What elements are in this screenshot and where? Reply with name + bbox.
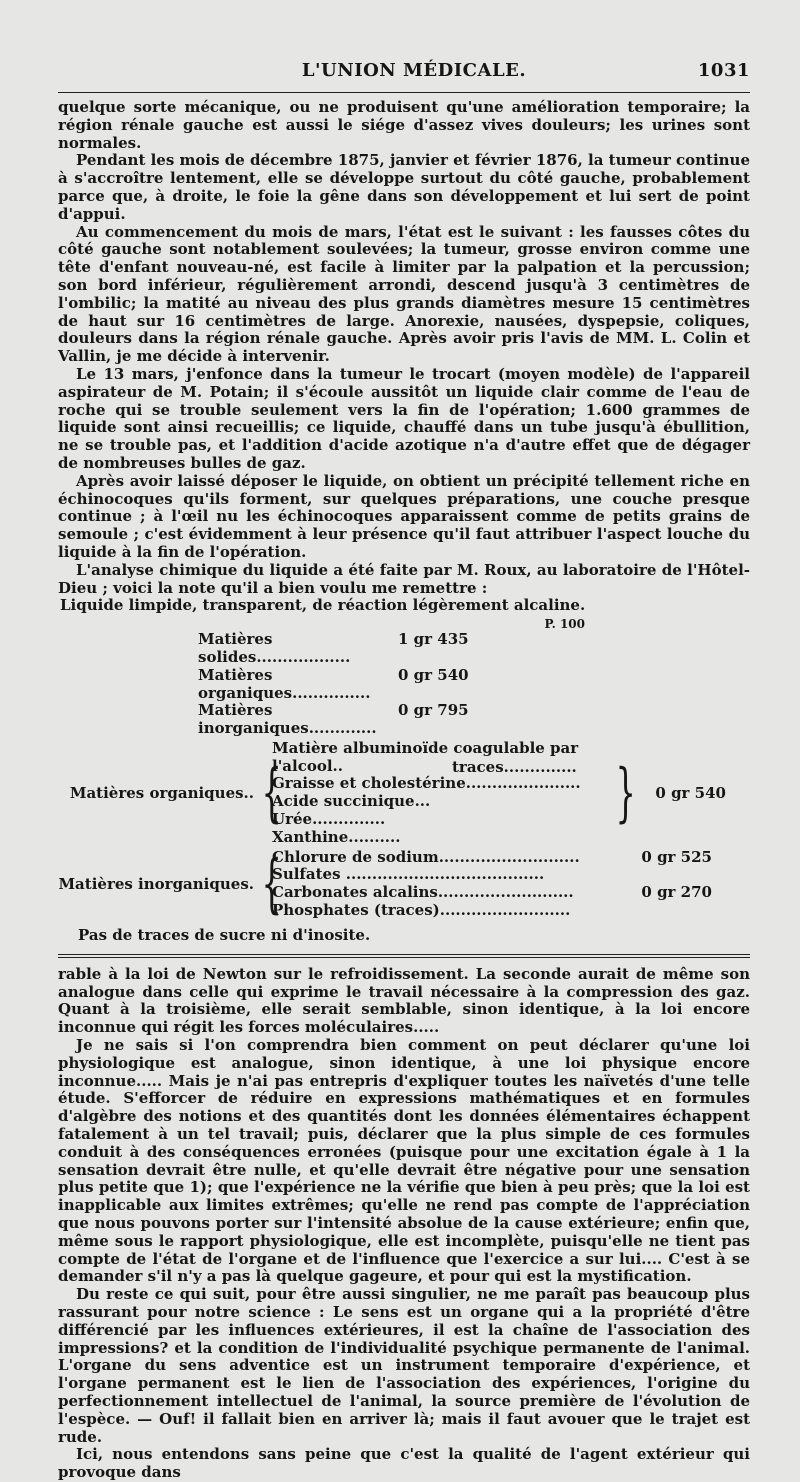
page-number: 1031 (697, 60, 750, 81)
group-value: 0 gr 540 (655, 784, 726, 803)
analysis-row (58, 702, 750, 738)
paragraph: L'analyse chimique du liquide a été faite par M. Roux, au laboratoire de l'Hôtel-Dieu ; voici la note qu'il a bien voulu me remettre : (58, 560, 750, 597)
item: Carbonates alcalins.......................... (272, 883, 574, 902)
organic-group (58, 740, 750, 847)
inorganic-values (612, 849, 722, 920)
item: Sulfates ...................................... (272, 865, 545, 884)
group-label: Matières organiques.. (69, 784, 254, 803)
paragraph: Après avoir laissé déposer le liquide, on obtient un précipité tellement riche en échinocoques qu'ils forment, sur quelques préparations, une couche presque continue ; à l'œil nu les échinocoques apparaissent comme de petits grains de semoule ; c'est évidemment à leur présence qu'il faut attribuer l'aspect louche du liquide à la fin de l'opération. (58, 471, 750, 561)
row-value: 0 gr 795 (398, 701, 469, 720)
paragraph: Je ne sais si l'on comprendra bien comment on peut déclarer qu'une loi physiologique est analogue, sinon identique, à une loi physique encore inconnue..... Mais je n'ai pas entrepris d'expliquer toutes les naïvetés d'une telle étude. S'efforcer de réduire en expressions mathématiques et en formules d'algèbre des notions et des quantités dont les données élémentaires échappent fatalement à un tel travail; puis, déclarer que la plus simple de ces formules conduit à des conséquences erronées (puisque pour une excitation égale à 1 la sensation devrait être nulle, et qu'elle devrait être négative pour une sensation plus petite que 1); que l'expérience ne la vérifie que bien à peu près; que la loi est inapplicable aux limites extrêmes; qu'elle ne rend pas compte de l'appréciation que nous pouvons porter sur l'intensité absolue de la cause extérieure; enfin que, même sous le rapport physiologique, elle est incomplète, puisqu'elle ne tient pas compte de l'état de l'organe et de l'influence que l'exercice a sur lui.... C'est à se demander s'il n'y a pas là quelque gageure, et pour qui est la mystification. (58, 1036, 750, 1286)
item: Chlorure de sodium........................... (272, 847, 580, 866)
item: Phosphates (traces)......................... (272, 901, 571, 920)
row-label: Matières organiques............... (198, 665, 371, 702)
per-hundred-label: P. 100 (544, 617, 585, 632)
header-rule (58, 92, 750, 93)
group-value: 0 gr 525 (641, 847, 712, 866)
paragraph: Le 13 mars, j'enfonce dans la tumeur le trocart (moyen modèle) de l'appareil aspirateur de M. Potain; il s'écoule aussitôt un liquide clair comme de l'eau de roche qui se trouble seulement vers la fin de l'opération; 1.600 grammes de liquide sont ainsi recueillis; ce liquide, chauffé dans un tube jusqu'à ébullition, ne se trouble pas, et l'addition d'acide azotique n'a d'autre effet que de dégager de nombreuses bulles de gaz. (58, 364, 750, 472)
organic-items (272, 740, 612, 847)
left-brace: { (261, 847, 282, 922)
right-brace: } (615, 756, 636, 831)
row-value: 0 gr 540 (398, 665, 469, 684)
item: Acide succinique... (272, 792, 431, 811)
item: Matière albuminoïde coagulable par l'alcool.. (272, 738, 579, 775)
journal-title: L'UNION MÉDICALE. (301, 60, 527, 81)
row-label: Matières inorganiques............. (198, 701, 377, 738)
group-value: 0 gr 270 (641, 883, 712, 902)
row-label: Matières solides.................. (198, 630, 351, 666)
analysis-intro: Liquide limpide, transparent, de réaction légèrement alcaline. (60, 596, 586, 615)
item: Xanthine.......... (272, 827, 401, 846)
section-divider (58, 954, 750, 958)
paragraph: quelque sorte mécanique, ou ne produisent qu'une amélioration temporaire; la région rénale gauche est aussi le siége d'assez vives douleurs; les urines sont normales. (58, 98, 750, 152)
inorganic-group (58, 849, 750, 920)
running-header (58, 60, 750, 86)
analysis-row (58, 631, 750, 667)
analysis-row (58, 667, 750, 703)
row-value: 1 gr 435 (398, 630, 469, 649)
traces-label: traces.............. (452, 757, 577, 776)
analysis-note: Pas de traces de sucre ni d'inosite. (78, 925, 371, 944)
group-label: Matières inorganiques. (58, 875, 254, 894)
paragraph: Au commencement du mois de mars, l'état est le suivant : les fausses côtes du côté gauche sont notablement soulevées; la tumeur, grosse environ comme une tête d'enfant nouveau-né, est facile à limiter par la palpation et la percussion; son bord inférieur, régulièrement arrondi, descend jusqu'à 3 centimètres de l'ombilic; la matité au niveau des plus grands diamètres mesure 15 centimètres de haut sur 16 centimètres de large. Anorexie, nausées, dyspepsie, coliques, douleurs dans la région rénale gauche. Après avoir pris l'avis de MM. L. Colin et Vallin, je me décide à intervenir. (58, 222, 750, 366)
paragraph: Pendant les mois de décembre 1875, janvier et février 1876, la tumeur continue à s'accroître lentement, elle se développe surtout du côté gauche, probablement parce que, à droite, le foie la gêne dans son développement et lui sert de point d'appui. (58, 151, 750, 223)
chemical-analysis (58, 597, 750, 944)
inorganic-items (272, 849, 612, 920)
item: Graisse et cholestérine...................... (272, 774, 581, 793)
left-brace: { (261, 756, 282, 831)
paragraph: Ici, nous entendons sans peine que c'est la qualité de l'agent extérieur qui provoque dans (58, 1445, 750, 1482)
item: Urée.............. (272, 810, 386, 829)
paragraph: Du reste ce qui suit, pour être aussi singulier, ne me paraît pas beaucoup plus rassurant pour notre science : Le sens est un organe qui a la propriété d'être différencié par les influences extérieures, il est la chaîne de l'association des impressions? et la condition de l'individualité psychique permanente de l'animal. L'organe du sens adventice est un instrument temporaire d'expérience, et l'organe permanent est le lien de l'association des expériences, l'origine du perfectionnement intellectuel de l'animal, la source première de l'évolution de l'espèce. — Ouf! il fallait bien en arriver là; mais il faut avouer que le trajet est rude. (58, 1285, 750, 1446)
paragraph: rable à la loi de Newton sur le refroidissement. La seconde aurait de même son analogue dans celle qui exprime le travail nécessaire à la compression des gaz. Quant à la troisième, elle serait semblable, sinon identique, à la loi encore inconnue qui régit les forces moléculaires..... (58, 964, 750, 1037)
